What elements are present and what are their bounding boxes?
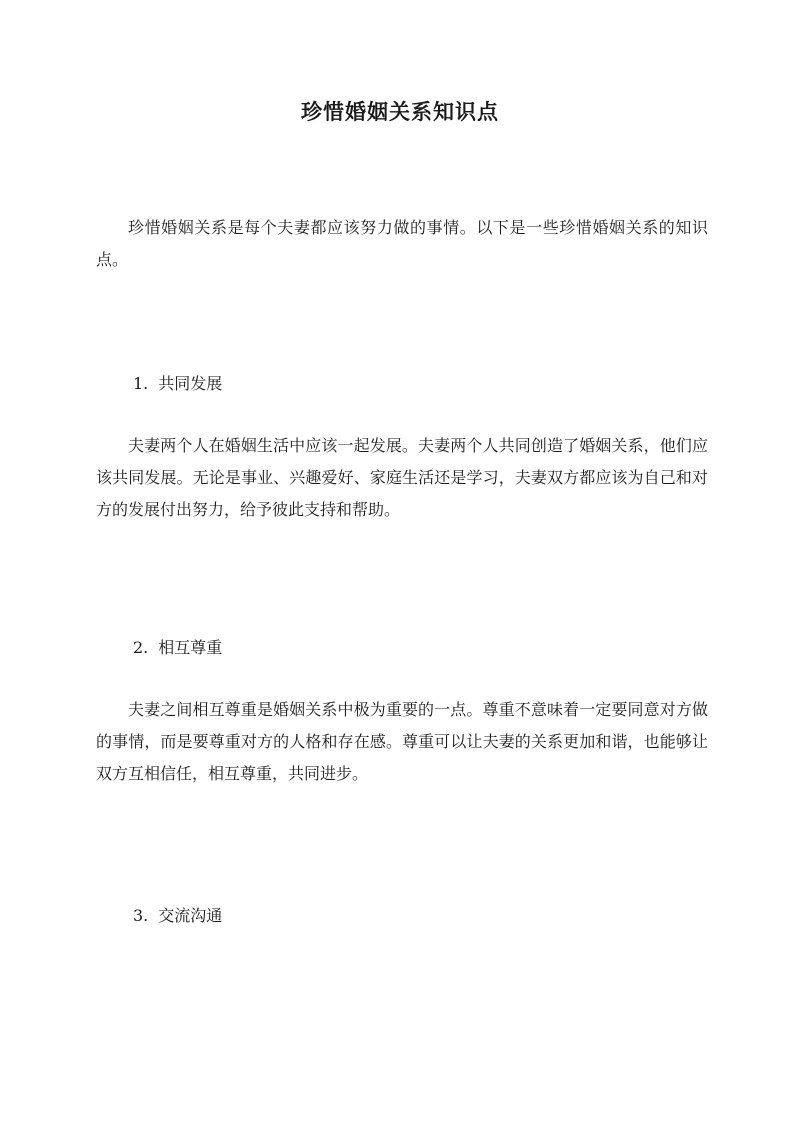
section-number: 3. <box>133 906 149 925</box>
section-number: 2. <box>133 638 149 657</box>
section-heading-2 <box>133 632 222 664</box>
section-body-2: 夫妻之间相互尊重是婚姻关系中极为重要的一点。尊重不意味着一定要同意对方做的事情，而是要尊重对方的人格和存在感。尊重可以让夫妻的关系更加和谐，也能够让双方互相信任，相互尊重，共同进步。 <box>96 700 708 783</box>
section-title: 相互尊重 <box>158 638 223 657</box>
section-title: 共同发展 <box>158 374 223 393</box>
section-heading-1 <box>133 368 222 400</box>
section-heading-3 <box>133 900 222 932</box>
page-title: 珍惜婚姻关系知识点 <box>301 99 499 124</box>
section-body-1: 夫妻两个人在婚姻生活中应该一起发展。夫妻两个人共同创造了婚姻关系，他们应该共同发展。无论是事业、兴趣爱好、家庭生活还是学习，夫妻双方都应该为自己和对方的发展付出努力，给予彼此支持和帮助。 <box>96 436 708 519</box>
section-title: 交流沟通 <box>158 906 223 925</box>
intro-paragraph: 珍惜婚姻关系是每个夫妻都应该努力做的事情。以下是一些珍惜婚姻关系的知识点。 <box>96 218 708 269</box>
section-number: 1. <box>133 374 149 393</box>
